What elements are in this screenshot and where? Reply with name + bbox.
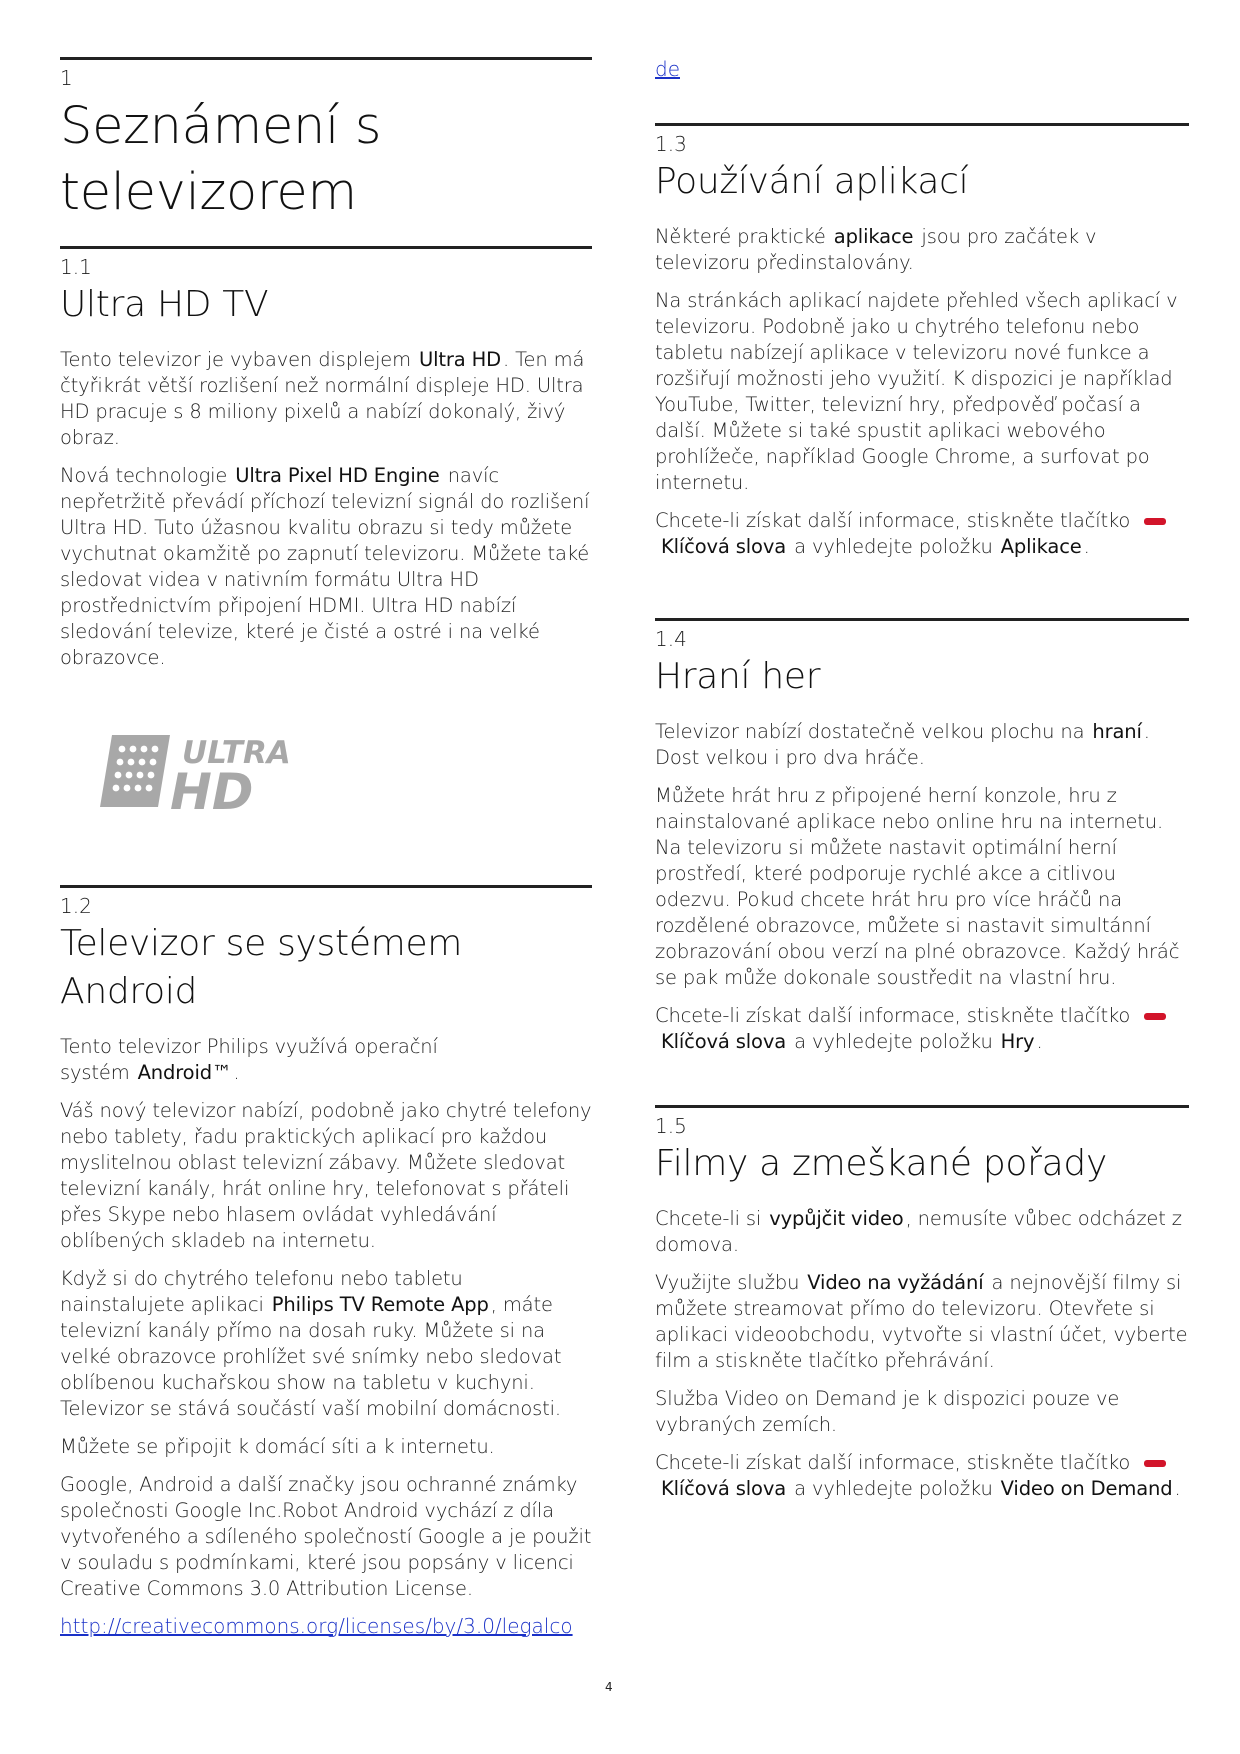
paragraph: Využijte službu Video na vyžádání a nejnovější filmy si můžete streamovat přímo do televizoru. Otevřete si aplikaci videoobchodu, vytvořte si vlastní účet, vyberte film a stiskněte tlačítko přehrávání.	[655, 1271, 1188, 1372]
page-number: 4	[605, 1680, 613, 1694]
paragraph: Služba Video on Demand je k dispozici pouze ve vybraných zemích.	[655, 1387, 1120, 1436]
logo-text-hd: HD	[170, 763, 254, 817]
paragraph: Chcete-li získat další informace, stiskněte tlačítkoKlíčová slova a vyhledejte položku Video on Demand .	[655, 1451, 1181, 1500]
logo-text-ultra: ULTRA	[182, 735, 291, 771]
paragraph: Můžete se připojit k domácí síti a k internetu.	[60, 1435, 495, 1458]
chapter-title: Seznámení s televizorem	[60, 97, 382, 222]
paragraph: Tento televizor je vybaven displejem Ultra HD . Ten má čtyřikrát větší rozlišení než normální displeje HD. Ultra HD pracuje s 8 miliony pixelů a nabízí dokonalý, živý obraz.	[60, 348, 585, 449]
section-rule-1-3	[655, 123, 1189, 126]
paragraph: Televizor nabízí dostatečně velkou plochu na hraní . Dost velkou i pro dva hráče.	[655, 720, 1150, 769]
section-title-1-3: Používání aplikací	[655, 161, 969, 202]
paragraph: Google, Android a další značky jsou ochranné známky společnosti Google Inc.Robot Android vychází z díla vytvořeného a sdíleného společností Google a je použit v souladu s podmínkami, které jsou popsány v licenci Creative Commons 3.0 Attribution License.	[60, 1473, 592, 1600]
section-title-1-2: Televizor se systémem Android	[60, 923, 463, 1012]
paragraph: Tento televizor Philips využívá operační systém Android™ .	[60, 1035, 438, 1084]
section-number-1-2: 1.2	[60, 894, 92, 918]
paragraph: Některé praktické aplikace jsou pro začátek v televizoru předinstalovány.	[655, 225, 1097, 274]
section-number-1-3: 1.3	[655, 132, 687, 156]
section-number-1-4: 1.4	[655, 627, 687, 651]
paragraph: Chcete-li si vypůjčit video , nemusíte vůbec odcházet z domova.	[655, 1207, 1182, 1256]
left-column-section-1-2	[60, 885, 592, 1638]
red-key-icon	[1144, 518, 1166, 525]
right-column	[655, 57, 1189, 1514]
paragraph: Na stránkách aplikací najdete přehled všech aplikací v televizoru. Podobně jako u chytrého telefonu nebo tabletu nabízejí aplikace v televizoru nové funkce a rozšiřují možnosti jeho využití. K dispozici je například YouTube, Twitter, televizní hry, předpověď počasí a další. Můžete si také spustit aplikaci webového prohlížeče, například Google Chrome, a surfovat po internetu.	[655, 289, 1178, 494]
section-rule-1-5	[655, 1105, 1189, 1108]
paragraph: Můžete hrát hru z připojené herní konzole, hru z nainstalované aplikace nebo online hru na internetu. Na televizoru si můžete nastavit optimální herní prostředí, které podporuje rychlé akce a citlivou odezvu. Pokud chcete hrát hru pro více hráčů na rozdělené obrazovce, můžete si nastavit simultánní zobrazování obou verzí na plné obrazovce. Každý hráč se pak může dokonale soustředit na vlastní hru.	[655, 784, 1180, 989]
section-number-1-5: 1.5	[655, 1114, 687, 1138]
red-key-icon	[1144, 1013, 1166, 1020]
section-rule-1-1	[60, 246, 592, 249]
paragraph: Váš nový televizor nabízí, podobně jako chytré telefony nebo tablety, řadu praktických aplikací pro každou myslitelnou oblast televizní zábavy. Můžete sledovat televizní kanály, hrát online hry, telefonovat s přáteli přes Skype nebo hlasem ovládat vyhledávání oblíbených skladeb na internetu.	[60, 1099, 592, 1252]
left-column	[60, 57, 592, 891]
chapter-rule	[60, 57, 592, 60]
paragraph: Když si do chytrého telefonu nebo tabletu nainstalujete aplikaci Philips TV Remote App , máte televizní kanály přímo na dosah ruky. Můžete si na velké obrazovce prohlížet své snímky nebo sledovat oblíbenou kuchařskou show na tabletu v kuchyni. Televizor se stává součástí vaší mobilní domácnosti.	[60, 1267, 562, 1420]
creative-commons-link-continuation[interactable]: de	[655, 57, 680, 81]
paragraph: Nová technologie Ultra Pixel HD Engine navíc nepřetržitě převádí příchozí televizní signál do rozlišení Ultra HD. Tuto úžasnou kvalitu obrazu si tedy můžete vychutnat okamžitě po zapnutí televizoru. Můžete také sledovat videa v nativním formátu Ultra HD prostřednictvím připojení HDMI. Ultra HD nabízí sledování televize, které je čisté a ostré i na velké obrazovce.	[60, 464, 590, 669]
red-key-icon	[1144, 1460, 1166, 1467]
chapter-number: 1	[60, 66, 73, 90]
section-rule-1-2	[60, 885, 592, 888]
section-title-1-5: Filmy a zmeškané pořady	[655, 1143, 1107, 1184]
ultra-hd-logo	[100, 731, 592, 891]
section-number-1-1: 1.1	[60, 255, 92, 279]
section-rule-1-4	[655, 618, 1189, 621]
creative-commons-link[interactable]: http://creativecommons.org/licenses/by/3.0/legalco	[60, 1614, 573, 1638]
paragraph: Chcete-li získat další informace, stiskněte tlačítkoKlíčová slova a vyhledejte položku Aplikace .	[655, 508, 1189, 560]
section-title-1-4: Hraní her	[655, 656, 821, 697]
section-title-1-1: Ultra HD TV	[60, 284, 269, 325]
paragraph: Chcete-li získat další informace, stiskněte tlačítkoKlíčová slova a vyhledejte položku Hry .	[655, 1003, 1189, 1055]
